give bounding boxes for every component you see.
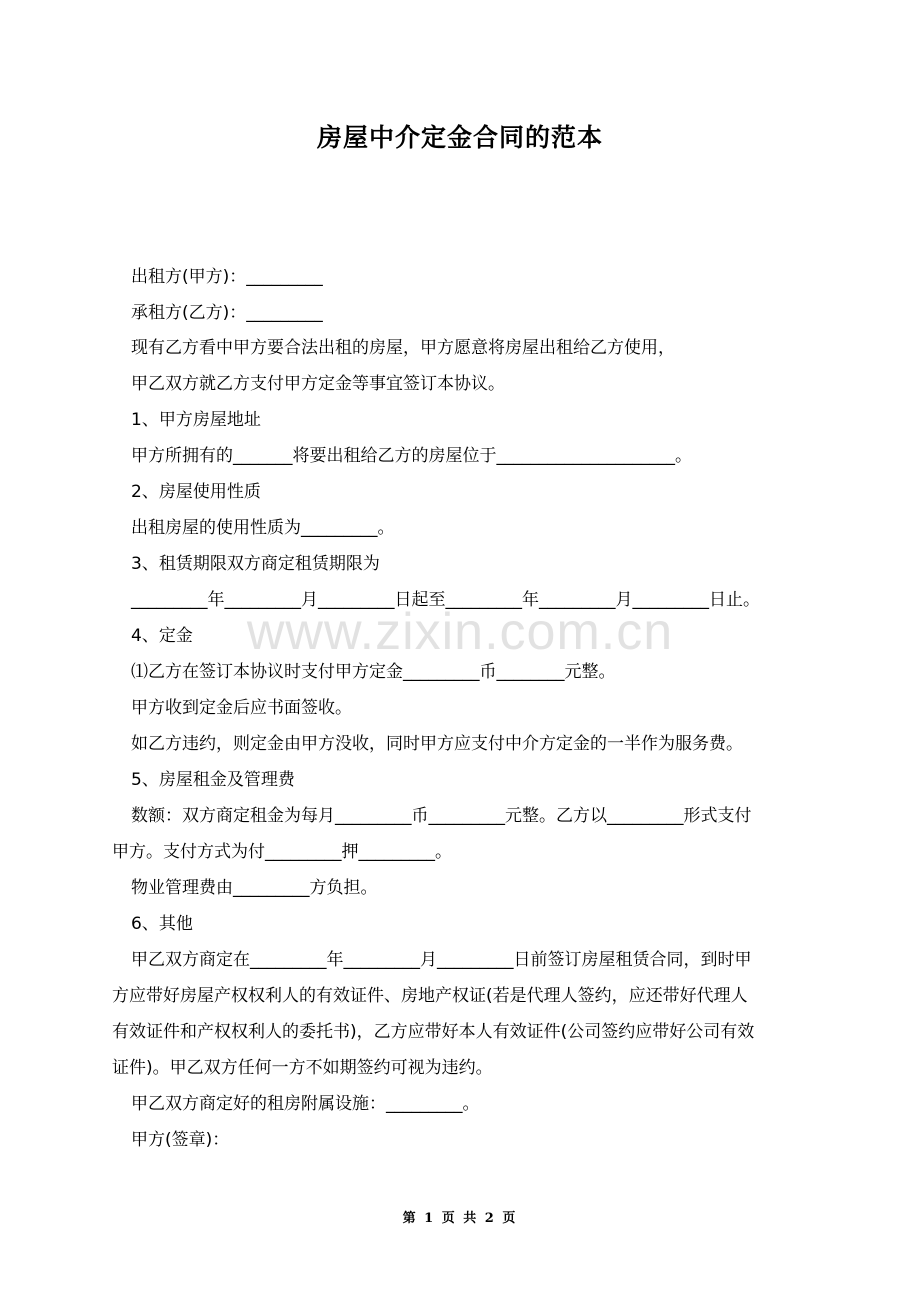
section-heading: 6、其他 xyxy=(131,914,193,934)
section-heading: 3、租赁期限双方商定租赁期限为 xyxy=(131,554,380,574)
paragraph-line: 数额：双方商定租金为每月_________币_________元整。乙方以_________形式支付 xyxy=(131,806,752,826)
paragraph-line: 甲方所拥有的_______将要出租给乙方的房屋位于_____________________。 xyxy=(131,446,692,466)
watermark: www.zixin.com.cn xyxy=(246,603,674,661)
section-heading: 5、房屋租金及管理费 xyxy=(131,770,295,790)
paragraph-line: 如乙方违约，则定金由甲方没收，同时甲方应支付中介方定金的一半作为服务费。 xyxy=(131,734,743,754)
section-heading: 2、房屋使用性质 xyxy=(131,482,261,502)
section-heading: 4、定金 xyxy=(131,626,193,646)
paragraph-line: 证件)。甲乙双方任何一方不如期签约可视为违约。 xyxy=(112,1058,493,1078)
paragraph-line: 出租房屋的使用性质为_________。 xyxy=(131,518,395,538)
paragraph-line: _________年_________月_________日起至_________年_________月_________日止。 xyxy=(131,590,760,610)
document-title: 房屋中介定金合同的范本 xyxy=(316,123,603,152)
paragraph-line: 现有乙方看中甲方要合法出租的房屋，甲方愿意将房屋出租给乙方使用， xyxy=(131,338,675,358)
signature-line: 甲方(签章)： xyxy=(131,1130,230,1150)
paragraph-line: ⑴乙方在签订本协议时支付甲方定金_________币________元整。 xyxy=(131,662,616,682)
paragraph-line: 承租方(乙方)：_________ xyxy=(131,303,323,323)
paragraph-line: 甲乙双方就乙方支付甲方定金等事宜签订本协议。 xyxy=(131,374,505,394)
paragraph-line: 方应带好房屋产权权利人的有效证件、房地产权证(若是代理人签约，应还带好代理人 xyxy=(112,986,748,1006)
paragraph-line: 甲方收到定金后应书面签收。 xyxy=(131,698,352,718)
paragraph-line: 甲方。支付方式为付_________押_________。 xyxy=(112,842,452,862)
paragraph-line: 甲乙双方商定好的租房附属设施：_________。 xyxy=(131,1094,480,1114)
paragraph-line: 有效证件和产权权利人的委托书)，乙方应带好本人有效证件(公司签约应带好公司有效 xyxy=(112,1022,755,1042)
section-heading: 1、甲方房屋地址 xyxy=(131,410,261,430)
paragraph-line: 甲乙双方商定在_________年_________月_________日前签订房屋租赁合同，到时甲 xyxy=(131,950,752,970)
paragraph-line: 物业管理费由_________方负担。 xyxy=(131,878,378,898)
paragraph-line: 出租方(甲方)：_________ xyxy=(131,267,323,287)
page-number: 第 1 页 共 2 页 xyxy=(402,1211,518,1226)
